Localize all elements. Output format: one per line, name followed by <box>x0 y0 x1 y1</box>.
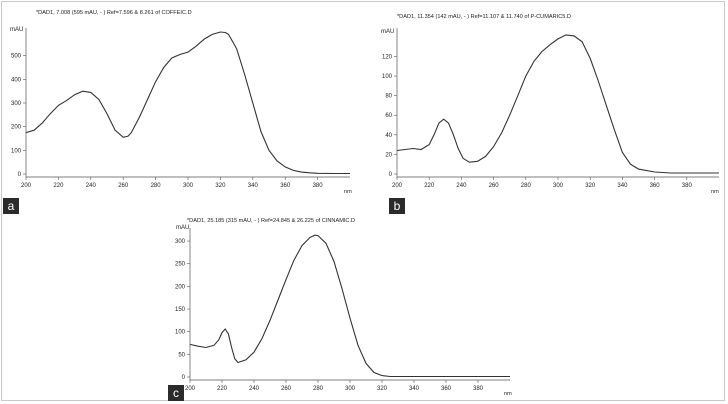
chart-a-xtick-label: 260 <box>118 183 129 189</box>
chart-c-xtick-label: 240 <box>248 386 260 392</box>
chart-a-ytick-label: 500 <box>10 53 21 60</box>
chart-a-ytick-label: 0 <box>17 172 21 178</box>
chart-b-ytick-label: 60 <box>385 113 392 120</box>
chart-c-title: *DAD1, 25.185 (315 mAU, - ) Ref=24.845 & 26.225 of CINNAMIC.D <box>187 218 356 224</box>
chart-a-xtick-label: 360 <box>280 183 291 189</box>
chart-a-ytick-label: 100 <box>10 148 21 155</box>
chart-a-ylabel: mAU <box>10 27 24 33</box>
chart-c-xtick-label: 280 <box>312 386 324 392</box>
chart-b-xtick-label: 360 <box>649 183 660 189</box>
chart-c-ytick-label: 0 <box>181 375 185 381</box>
chart-c-ytick-label: 250 <box>174 261 185 268</box>
chart-b-ytick-label: 20 <box>385 152 392 159</box>
chart-b-ytick-label: 100 <box>381 74 392 81</box>
chart-c-ytick-label: 200 <box>174 284 185 291</box>
chart-b-xtick-label: 340 <box>617 183 628 189</box>
chart-a-xtick-label: 380 <box>312 183 323 189</box>
chart-b-xtick-label: 320 <box>585 183 596 189</box>
chart-a-xtick-label: 300 <box>182 183 194 189</box>
chart-a-xtick-label: 240 <box>85 183 96 189</box>
chart-a-xtick-label: 200 <box>20 183 32 189</box>
chart-b-xtick-label: 280 <box>520 183 531 189</box>
chart-c-xtick-label: 320 <box>376 386 388 392</box>
chart-a-xtick-label: 280 <box>150 183 161 189</box>
chart-c-ylabel: mAU <box>176 225 190 231</box>
chart-c-xtick-label: 340 <box>408 386 420 392</box>
chart-b-ylabel: mAU <box>381 29 395 35</box>
chart-c-xtick-label: 360 <box>440 386 452 392</box>
chart-c-axes <box>175 228 510 392</box>
chart-a-title: *DAD1, 7.008 (595 mAU, - ) Ref=7.596 & 8.261 of COFFEIC.D <box>36 10 192 16</box>
chart-b-title: *DAD1, 11.354 (142 mAU, - ) Ref=11.107 & 11.740 of P-CUMARIC5.D <box>397 14 571 20</box>
chart-a-xlabel: nm <box>344 189 352 195</box>
chart-b-xtick-label: 200 <box>391 183 403 189</box>
chart-c-ytick-label: 300 <box>174 239 185 246</box>
chart-b-xtick-label: 220 <box>424 183 435 189</box>
chart-b-xtick-label: 240 <box>456 183 467 189</box>
chart-a-xtick-label: 220 <box>53 183 64 189</box>
chart-c-series-line <box>190 235 510 376</box>
chart-a-ytick-label: 400 <box>10 77 21 84</box>
chart-b-xlabel: nm <box>711 189 719 195</box>
chart-b-ytick-label: 80 <box>385 93 392 100</box>
chart-b-xtick-label: 300 <box>552 183 564 189</box>
panel-label-b: b <box>389 198 405 214</box>
chart-c-ytick-label: 50 <box>178 352 185 359</box>
chart-a-xtick-label: 320 <box>215 183 226 189</box>
chart-c-axis-lines <box>190 228 510 380</box>
chart-c-xtick-label: 380 <box>472 386 484 392</box>
chart-a-ytick-label: 200 <box>10 124 21 131</box>
chart-b-xtick-label: 260 <box>488 183 499 189</box>
chart-c-xlabel: nm <box>504 391 512 397</box>
panel-label-c: c <box>168 385 184 401</box>
chart-c-xtick-label: 300 <box>344 386 356 392</box>
chart-a-xtick-label: 340 <box>247 183 258 189</box>
panel-label-a: a <box>3 198 19 214</box>
chart-b-ytick-label: 40 <box>385 132 392 139</box>
chart-c-xtick-label: 200 <box>184 386 196 392</box>
chart-c-xtick-label: 220 <box>216 386 228 392</box>
chart-c-xtick-label: 260 <box>280 386 292 392</box>
chart-c-series <box>190 235 510 376</box>
chart-a-ytick-label: 300 <box>10 101 21 107</box>
chart-c-ytick-label: 100 <box>174 329 185 336</box>
chart-b-ytick-label: 0 <box>388 172 392 178</box>
chart-b-ytick-label: 120 <box>381 54 392 61</box>
chart-c-ytick-label: 150 <box>174 307 185 314</box>
chart-b-xtick-label: 380 <box>681 183 692 189</box>
